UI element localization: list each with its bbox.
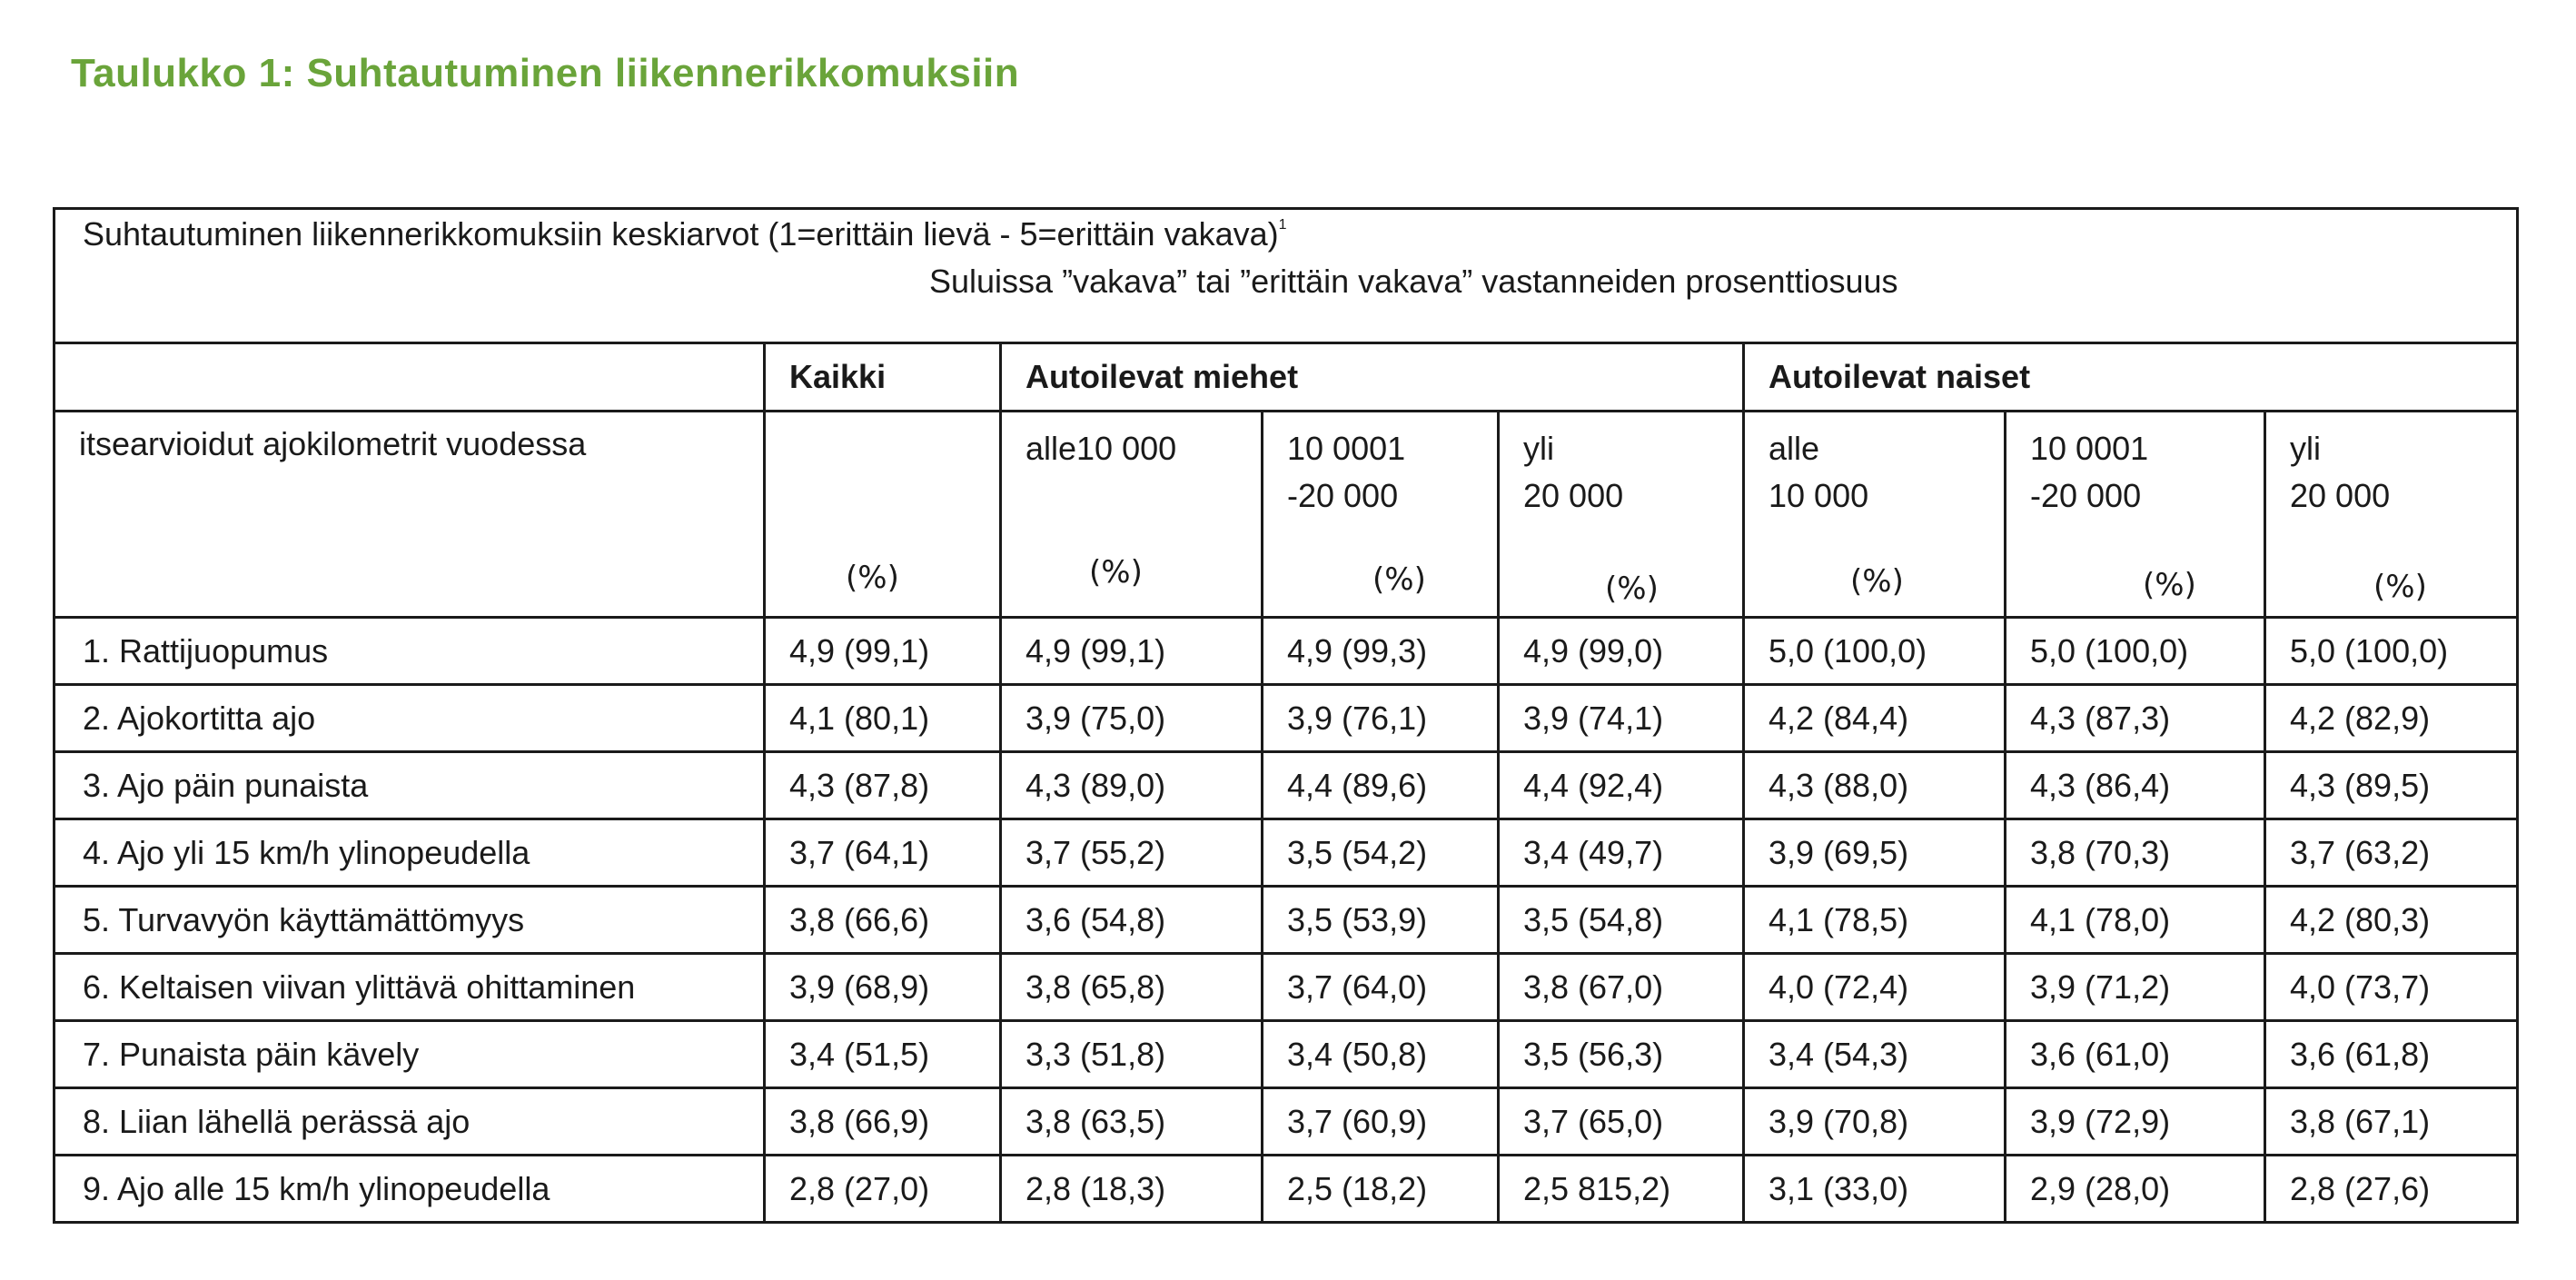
table-cell: 3,7 (64,0) bbox=[1263, 954, 1499, 1021]
table-cell: 3,9 (76,1) bbox=[1263, 685, 1499, 752]
table-cell: 4,9 (99,1) bbox=[1001, 618, 1263, 685]
table-cell: 3,9 (70,8) bbox=[1744, 1088, 2006, 1156]
km-row-label: itsearvioidut ajokilometrit vuodessa bbox=[54, 412, 765, 618]
row-label: 3. Ajo päin punaista bbox=[54, 752, 765, 819]
table-cell: 4,0 (72,4) bbox=[1744, 954, 2006, 1021]
table-cell: 4,9 (99,0) bbox=[1499, 618, 1744, 685]
table-cell: 2,9 (28,0) bbox=[2006, 1156, 2265, 1223]
table-cell: 3,9 (69,5) bbox=[1744, 819, 2006, 887]
km-range-line-2: 20 000 bbox=[1523, 477, 1624, 514]
row-label: 2. Ajokortitta ajo bbox=[54, 685, 765, 752]
table-cell: 4,3 (87,8) bbox=[765, 752, 1001, 819]
table-cell: 3,6 (54,8) bbox=[1001, 887, 1263, 954]
table-cell: 2,5 (18,2) bbox=[1263, 1156, 1499, 1223]
table-cell: 2,8 (27,0) bbox=[765, 1156, 1001, 1223]
percent-unit-label: (%) bbox=[1850, 563, 1904, 600]
group-header-men: Autoilevat miehet bbox=[1001, 343, 1744, 412]
table-row bbox=[54, 1156, 2518, 1223]
table-cell: 2,5 815,2) bbox=[1499, 1156, 1744, 1223]
km-range-line-2: 10 000 bbox=[1769, 477, 1869, 514]
row-label: 5. Turvavyön käyttämättömyys bbox=[54, 887, 765, 954]
table-row bbox=[54, 887, 2518, 954]
km-column-1 bbox=[765, 412, 1001, 618]
percent-unit-label: (%) bbox=[1089, 554, 1143, 590]
km-range-line-1: yli bbox=[1523, 430, 1554, 467]
table-row bbox=[54, 819, 2518, 887]
table-cell: 4,2 (80,3) bbox=[2265, 887, 2518, 954]
km-column-4 bbox=[1499, 412, 1744, 618]
table-cell: 4,1 (78,0) bbox=[2006, 887, 2265, 954]
data-table bbox=[53, 207, 2519, 1224]
row-label: 8. Liian lähellä perässä ajo bbox=[54, 1088, 765, 1156]
table-cell: 3,4 (50,8) bbox=[1263, 1021, 1499, 1088]
table-cell: 3,4 (54,3) bbox=[1744, 1021, 2006, 1088]
caption-text: Suhtautuminen liikennerikkomuksiin keskiarvot (1=erittäin lievä - 5=erittäin vakava) bbox=[83, 215, 1279, 253]
table-row bbox=[54, 1088, 2518, 1156]
table-cell: 4,0 (73,7) bbox=[2265, 954, 2518, 1021]
km-range-line-1: 10 0001 bbox=[1287, 430, 1406, 467]
table-cell: 3,7 (55,2) bbox=[1001, 819, 1263, 887]
table-cell: 3,5 (56,3) bbox=[1499, 1021, 1744, 1088]
table-cell: 3,7 (65,0) bbox=[1499, 1088, 1744, 1156]
table-cell: 3,9 (75,0) bbox=[1001, 685, 1263, 752]
table-cell: 4,9 (99,1) bbox=[765, 618, 1001, 685]
km-range-line-1: alle bbox=[1769, 430, 1820, 467]
row-label: 9. Ajo alle 15 km/h ylinopeudella bbox=[54, 1156, 765, 1223]
table-row bbox=[54, 1021, 2518, 1088]
row-label: 7. Punaista päin kävely bbox=[54, 1021, 765, 1088]
table-cell: 3,6 (61,8) bbox=[2265, 1021, 2518, 1088]
km-range-line-1: yli bbox=[2290, 430, 2321, 467]
km-range-line-1: alle10 000 bbox=[1025, 430, 1177, 467]
table-cell: 3,7 (60,9) bbox=[1263, 1088, 1499, 1156]
table-row bbox=[54, 752, 2518, 819]
table-cell: 4,1 (78,5) bbox=[1744, 887, 2006, 954]
percent-unit-label: (%) bbox=[2373, 569, 2427, 605]
table-cell: 5,0 (100,0) bbox=[1744, 618, 2006, 685]
table-row bbox=[54, 618, 2518, 685]
table-cell: 3,7 (64,1) bbox=[765, 819, 1001, 887]
table-cell: 4,3 (86,4) bbox=[2006, 752, 2265, 819]
table-cell: 3,8 (63,5) bbox=[1001, 1088, 1263, 1156]
km-range-line-2: -20 000 bbox=[1287, 477, 1399, 514]
table-cell: 3,8 (66,6) bbox=[765, 887, 1001, 954]
table-cell: 4,9 (99,3) bbox=[1263, 618, 1499, 685]
table-cell: 3,9 (68,9) bbox=[765, 954, 1001, 1021]
percent-unit-label: (%) bbox=[846, 560, 899, 596]
group-header-kaikki: Kaikki bbox=[765, 343, 1001, 412]
group-header-empty bbox=[54, 343, 765, 412]
group-header-women: Autoilevat naiset bbox=[1744, 343, 2518, 412]
group-header-row bbox=[54, 343, 2518, 412]
table-cell: 2,8 (27,6) bbox=[2265, 1156, 2518, 1223]
table-cell: 4,4 (92,4) bbox=[1499, 752, 1744, 819]
row-label: 4. Ajo yli 15 km/h ylinopeudella bbox=[54, 819, 765, 887]
table-cell: 3,8 (65,8) bbox=[1001, 954, 1263, 1021]
table-cell: 3,3 (51,8) bbox=[1001, 1021, 1263, 1088]
table-cell: 3,9 (71,2) bbox=[2006, 954, 2265, 1021]
table-cell: 4,3 (89,0) bbox=[1001, 752, 1263, 819]
table-cell: 4,4 (89,6) bbox=[1263, 752, 1499, 819]
km-column-5 bbox=[1744, 412, 2006, 618]
table-cell: 4,2 (84,4) bbox=[1744, 685, 2006, 752]
table-cell: 4,2 (82,9) bbox=[2265, 685, 2518, 752]
table-cell: 5,0 (100,0) bbox=[2265, 618, 2518, 685]
caption-row bbox=[54, 209, 2518, 343]
caption-line-1 bbox=[83, 215, 1287, 253]
table-cell: 3,5 (54,8) bbox=[1499, 887, 1744, 954]
km-range-line-1: 10 0001 bbox=[2030, 430, 2149, 467]
table-cell: 3,9 (74,1) bbox=[1499, 685, 1744, 752]
page-title: Taulukko 1: Suhtautuminen liikennerikkomuksiin bbox=[71, 51, 1020, 95]
km-header-row bbox=[54, 412, 2518, 618]
table-cell: 3,8 (70,3) bbox=[2006, 819, 2265, 887]
km-column-3 bbox=[1263, 412, 1499, 618]
table-cell: 3,1 (33,0) bbox=[1744, 1156, 2006, 1223]
table-cell: 3,8 (67,1) bbox=[2265, 1088, 2518, 1156]
table-cell: 3,9 (72,9) bbox=[2006, 1088, 2265, 1156]
km-column-2 bbox=[1001, 412, 1263, 618]
table-cell: 3,5 (53,9) bbox=[1263, 887, 1499, 954]
caption-line-2: Suluissa ”vakava” tai ”erittäin vakava” vastanneiden prosenttiosuus bbox=[929, 263, 1898, 300]
table-cell: 3,4 (49,7) bbox=[1499, 819, 1744, 887]
table-cell: 3,7 (63,2) bbox=[2265, 819, 2518, 887]
km-column-6 bbox=[2006, 412, 2265, 618]
table-row bbox=[54, 954, 2518, 1021]
km-range-line-2: -20 000 bbox=[2030, 477, 2142, 514]
table-cell: 5,0 (100,0) bbox=[2006, 618, 2265, 685]
table-cell: 4,3 (89,5) bbox=[2265, 752, 2518, 819]
footnote-mark: 1 bbox=[1278, 217, 1287, 233]
table-cell: 2,8 (18,3) bbox=[1001, 1156, 1263, 1223]
table-cell: 4,1 (80,1) bbox=[765, 685, 1001, 752]
table-cell: 3,6 (61,0) bbox=[2006, 1021, 2265, 1088]
row-label: 6. Keltaisen viivan ylittävä ohittaminen bbox=[54, 954, 765, 1021]
km-column-7 bbox=[2265, 412, 2518, 618]
table-cell: 3,4 (51,5) bbox=[765, 1021, 1001, 1088]
percent-unit-label: (%) bbox=[1372, 561, 1426, 598]
percent-unit-label: (%) bbox=[2143, 567, 2196, 603]
table-cell: 3,8 (66,9) bbox=[765, 1088, 1001, 1156]
table-cell: 3,5 (54,2) bbox=[1263, 819, 1499, 887]
table-row bbox=[54, 685, 2518, 752]
percent-unit-label: (%) bbox=[1605, 571, 1659, 607]
row-label: 1. Rattijuopumus bbox=[54, 618, 765, 685]
table-cell: 3,8 (67,0) bbox=[1499, 954, 1744, 1021]
km-range-line-2: 20 000 bbox=[2290, 477, 2391, 514]
table-cell: 4,3 (88,0) bbox=[1744, 752, 2006, 819]
table-caption bbox=[54, 209, 2518, 343]
table-cell: 4,3 (87,3) bbox=[2006, 685, 2265, 752]
